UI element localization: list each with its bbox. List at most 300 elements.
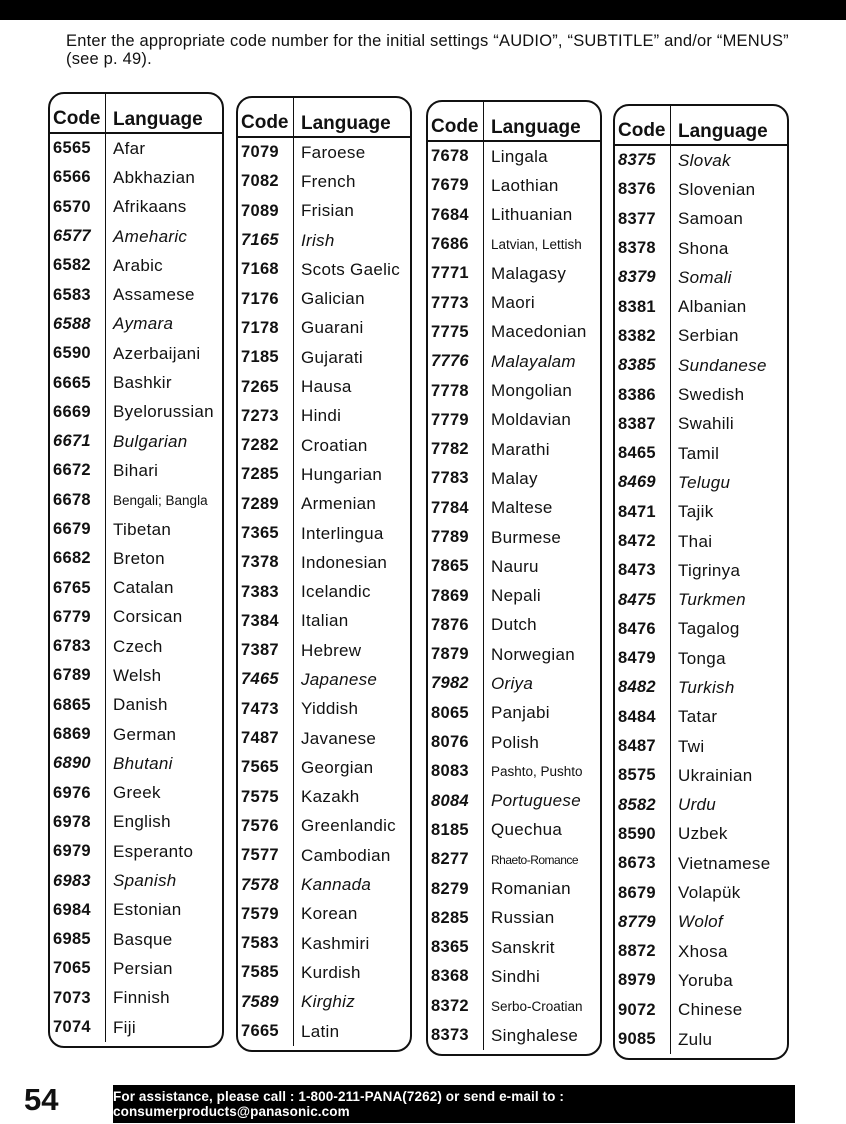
language-code: 8373 xyxy=(428,1021,484,1050)
language-code: 9085 xyxy=(615,1025,671,1054)
language-name: Singhalese xyxy=(491,1025,579,1045)
language-name: Telugu xyxy=(678,472,731,492)
table-row xyxy=(50,544,222,573)
table-row xyxy=(50,808,222,837)
language-name: Kannada xyxy=(301,875,372,895)
language-name: Welsh xyxy=(113,665,162,685)
language-code: 6783 xyxy=(50,632,106,661)
language-name: Chinese xyxy=(678,1000,743,1020)
table-row xyxy=(428,728,600,757)
language-code: 7082 xyxy=(238,167,294,196)
language-name: Dutch xyxy=(491,615,537,635)
table-row xyxy=(428,992,600,1021)
language-code: 7273 xyxy=(238,402,294,431)
table-row xyxy=(428,318,600,347)
language-code: 8476 xyxy=(615,615,671,644)
language-name: Bengali; Bangla xyxy=(113,492,208,508)
language-name: Frisian xyxy=(301,201,355,221)
language-code: 7176 xyxy=(238,284,294,313)
code-table-column-4 xyxy=(613,104,789,1060)
table-row xyxy=(50,456,222,485)
language-name: French xyxy=(301,171,356,191)
table-row xyxy=(615,761,787,790)
language-name: Afrikaans xyxy=(113,197,187,217)
language-name: Bashkir xyxy=(113,373,172,393)
table-row xyxy=(428,816,600,845)
language-code: 6566 xyxy=(50,163,106,192)
language-name: Abkhazian xyxy=(113,167,196,187)
language-code: 7782 xyxy=(428,435,484,464)
language-name: Maori xyxy=(491,293,536,313)
table-row xyxy=(238,548,410,577)
language-name: Afar xyxy=(113,138,146,158)
language-name: Guarani xyxy=(301,318,364,338)
language-name: Maltese xyxy=(491,498,553,518)
table-row xyxy=(615,468,787,497)
code-table-column-2 xyxy=(236,96,412,1052)
language-name: Rhaeto-Romance xyxy=(491,852,579,867)
language-code: 8065 xyxy=(428,699,484,728)
table-row xyxy=(615,732,787,761)
language-code: 7665 xyxy=(238,1017,294,1046)
language-name: Serbian xyxy=(678,326,739,346)
language-code: 6570 xyxy=(50,193,106,222)
table-row xyxy=(615,234,787,263)
language-code: 7585 xyxy=(238,958,294,987)
table-row xyxy=(238,167,410,196)
language-code: 8285 xyxy=(428,904,484,933)
language-code: 7583 xyxy=(238,929,294,958)
language-name: Ameharic xyxy=(113,226,188,246)
language-name: Marathi xyxy=(491,439,550,459)
table-row xyxy=(238,314,410,343)
table-header xyxy=(238,98,410,138)
language-code: 8479 xyxy=(615,644,671,673)
language-code: 8379 xyxy=(615,263,671,292)
language-name: Kurdish xyxy=(301,962,361,982)
language-code: 7869 xyxy=(428,581,484,610)
language-name: Swedish xyxy=(678,385,745,405)
language-code: 8277 xyxy=(428,845,484,874)
table-row xyxy=(428,171,600,200)
language-code: 6671 xyxy=(50,427,106,456)
language-name: Yiddish xyxy=(301,699,359,719)
table-row xyxy=(50,368,222,397)
language-name: Indonesian xyxy=(301,552,388,572)
language-code: 8381 xyxy=(615,292,671,321)
language-name: Arabic xyxy=(113,255,163,275)
language-name: Lingala xyxy=(491,146,548,166)
language-name: Twi xyxy=(678,736,705,756)
table-row xyxy=(238,431,410,460)
table-row xyxy=(238,460,410,489)
language-code: 6779 xyxy=(50,603,106,632)
header-code: Code xyxy=(428,102,484,140)
code-table-column-1 xyxy=(48,92,224,1048)
language-code: 6588 xyxy=(50,310,106,339)
language-code: 7487 xyxy=(238,724,294,753)
language-name: Nepali xyxy=(491,586,541,606)
table-row xyxy=(615,673,787,702)
table-row xyxy=(50,603,222,632)
language-code: 8376 xyxy=(615,175,671,204)
language-code: 7876 xyxy=(428,611,484,640)
language-name: Slovenian xyxy=(678,179,756,199)
language-code: 7589 xyxy=(238,988,294,1017)
table-row xyxy=(50,984,222,1013)
table-row xyxy=(50,1013,222,1042)
table-row xyxy=(238,929,410,958)
language-code: 7879 xyxy=(428,640,484,669)
language-code: 7771 xyxy=(428,259,484,288)
table-row xyxy=(50,632,222,661)
language-code: 6869 xyxy=(50,720,106,749)
table-row xyxy=(238,988,410,1017)
table-row xyxy=(615,791,787,820)
language-name: Wolof xyxy=(678,912,723,932)
language-name: Hungarian xyxy=(301,464,383,484)
table-row xyxy=(238,812,410,841)
language-code: 7982 xyxy=(428,669,484,698)
language-code: 8465 xyxy=(615,439,671,468)
table-row xyxy=(50,134,222,163)
table-row xyxy=(50,749,222,778)
language-code: 8083 xyxy=(428,757,484,786)
language-name: Gujarati xyxy=(301,347,363,367)
language-name: Azerbaijani xyxy=(113,343,201,363)
language-code: 7289 xyxy=(238,490,294,519)
language-code: 7679 xyxy=(428,171,484,200)
language-name: Japanese xyxy=(301,669,378,689)
table-row xyxy=(50,280,222,309)
language-code: 6669 xyxy=(50,398,106,427)
language-code: 8385 xyxy=(615,351,671,380)
language-name: Aymara xyxy=(113,314,174,334)
table-row xyxy=(615,146,787,175)
table-row xyxy=(50,163,222,192)
language-name: Mongolian xyxy=(491,381,573,401)
language-name: Corsican xyxy=(113,607,183,627)
language-name: Ukrainian xyxy=(678,765,753,785)
table-row xyxy=(615,1025,787,1054)
language-name: Byelorussian xyxy=(113,402,214,422)
language-code: 7576 xyxy=(238,812,294,841)
language-name: Oriya xyxy=(491,673,534,693)
language-name: Sindhi xyxy=(491,966,541,986)
language-code: 8482 xyxy=(615,673,671,702)
table-row xyxy=(615,878,787,907)
table-row xyxy=(428,142,600,171)
language-name: Polish xyxy=(491,732,540,752)
language-code: 6682 xyxy=(50,544,106,573)
language-code: 7575 xyxy=(238,783,294,812)
language-code: 6979 xyxy=(50,837,106,866)
language-code: 7165 xyxy=(238,226,294,255)
language-code: 7282 xyxy=(238,431,294,460)
table-row xyxy=(238,577,410,606)
language-name: Swahili xyxy=(678,414,734,434)
language-code: 8382 xyxy=(615,322,671,351)
language-code: 8084 xyxy=(428,787,484,816)
table-row xyxy=(428,874,600,903)
language-name: Javanese xyxy=(301,728,377,748)
table-row xyxy=(238,490,410,519)
table-row xyxy=(50,925,222,954)
language-name: Danish xyxy=(113,695,168,715)
language-name: Nauru xyxy=(491,556,539,576)
language-code: 6582 xyxy=(50,251,106,280)
language-code: 8471 xyxy=(615,498,671,527)
table-row xyxy=(238,226,410,255)
table-row xyxy=(238,372,410,401)
language-name: Vietnamese xyxy=(678,853,771,873)
language-name: Icelandic xyxy=(301,582,371,602)
language-code: 8473 xyxy=(615,556,671,585)
table-row xyxy=(615,175,787,204)
language-name: Hindi xyxy=(301,406,342,426)
language-code: 7779 xyxy=(428,406,484,435)
language-name: Yoruba xyxy=(678,970,734,990)
language-name: Tagalog xyxy=(678,619,740,639)
language-code: 7065 xyxy=(50,954,106,983)
table-row xyxy=(238,138,410,167)
language-name: Greek xyxy=(113,783,161,803)
table-row xyxy=(238,607,410,636)
language-code: 8368 xyxy=(428,962,484,991)
language-name: Sanskrit xyxy=(491,937,555,957)
intro-text: Enter the appropriate code number for the initial settings “AUDIO”, “SUBTITLE” and/or “MENUS” (see p. 49). xyxy=(66,32,789,68)
language-code: 8279 xyxy=(428,874,484,903)
language-name: Serbo-Croatian xyxy=(491,998,583,1014)
language-code: 6583 xyxy=(50,280,106,309)
language-name: German xyxy=(113,724,177,744)
language-name: Tonga xyxy=(678,648,726,668)
table-row xyxy=(50,427,222,456)
table-row xyxy=(615,380,787,409)
table-row xyxy=(428,288,600,317)
language-code: 7773 xyxy=(428,288,484,317)
language-code: 7565 xyxy=(238,753,294,782)
table-row xyxy=(238,900,410,929)
header-language: Language xyxy=(301,113,391,134)
page-number: 54 xyxy=(24,1082,59,1117)
language-name: Portuguese xyxy=(491,791,581,811)
language-code: 8575 xyxy=(615,761,671,790)
language-code: 8484 xyxy=(615,703,671,732)
table-row xyxy=(238,519,410,548)
language-name: Czech xyxy=(113,636,163,656)
table-row xyxy=(50,222,222,251)
language-code: 7473 xyxy=(238,695,294,724)
language-code: 6789 xyxy=(50,661,106,690)
table-header xyxy=(428,102,600,142)
language-name: Somali xyxy=(678,267,732,287)
table-row xyxy=(50,866,222,895)
code-table-column-3 xyxy=(426,100,602,1056)
language-name: Persian xyxy=(113,958,173,978)
language-code: 8679 xyxy=(615,878,671,907)
language-code: 7079 xyxy=(238,138,294,167)
language-name: Romanian xyxy=(491,879,571,899)
language-name: Burmese xyxy=(491,527,562,547)
language-code: 7185 xyxy=(238,343,294,372)
language-code: 7789 xyxy=(428,523,484,552)
language-code: 7784 xyxy=(428,494,484,523)
header-code: Code xyxy=(238,98,294,136)
table-row xyxy=(428,933,600,962)
language-name: Esperanto xyxy=(113,841,194,861)
language-name: Korean xyxy=(301,904,358,924)
language-name: Kazakh xyxy=(301,787,360,807)
table-row xyxy=(428,787,600,816)
table-row xyxy=(428,552,600,581)
language-name: Cambodian xyxy=(301,845,391,865)
language-name: Basque xyxy=(113,929,173,949)
table-row xyxy=(615,615,787,644)
language-code: 7365 xyxy=(238,519,294,548)
table-row xyxy=(615,703,787,732)
language-code: 6577 xyxy=(50,222,106,251)
table-row xyxy=(238,402,410,431)
header-code: Code xyxy=(50,94,106,132)
language-code: 6984 xyxy=(50,896,106,925)
table-row xyxy=(428,464,600,493)
language-code: 8979 xyxy=(615,966,671,995)
language-name: Finnish xyxy=(113,988,170,1008)
language-name: Uzbek xyxy=(678,824,728,844)
table-row xyxy=(615,351,787,380)
language-code: 6890 xyxy=(50,749,106,778)
table-row xyxy=(50,251,222,280)
language-code: 7265 xyxy=(238,372,294,401)
language-name: Tigrinya xyxy=(678,560,741,580)
table-row xyxy=(428,757,600,786)
language-code: 6983 xyxy=(50,866,106,895)
language-name: Malagasy xyxy=(491,263,567,283)
language-name: Estonian xyxy=(113,900,182,920)
language-name: Armenian xyxy=(301,494,377,514)
table-row xyxy=(50,720,222,749)
table-row xyxy=(238,343,410,372)
table-row xyxy=(615,556,787,585)
table-row xyxy=(50,573,222,602)
table-row xyxy=(615,205,787,234)
table-row xyxy=(238,695,410,724)
language-code: 6590 xyxy=(50,339,106,368)
table-header xyxy=(50,94,222,134)
table-row xyxy=(50,339,222,368)
table-row xyxy=(50,896,222,925)
language-name: Slovak xyxy=(678,150,731,170)
language-code: 7578 xyxy=(238,870,294,899)
language-code: 8076 xyxy=(428,728,484,757)
language-code: 8582 xyxy=(615,791,671,820)
table-row xyxy=(238,255,410,284)
language-code: 8472 xyxy=(615,527,671,556)
language-code: 7776 xyxy=(428,347,484,376)
language-name: Faroese xyxy=(301,142,366,162)
language-name: Irish xyxy=(301,230,335,250)
language-code: 8469 xyxy=(615,468,671,497)
language-name: Volapük xyxy=(678,883,741,903)
language-code: 7168 xyxy=(238,255,294,284)
language-code: 8372 xyxy=(428,992,484,1021)
language-name: Xhosa xyxy=(678,941,728,961)
table-row xyxy=(428,962,600,991)
language-name: Galician xyxy=(301,289,365,309)
language-name: Shona xyxy=(678,238,729,258)
language-name: Urdu xyxy=(678,795,717,815)
language-code: 7678 xyxy=(428,142,484,171)
language-code: 6679 xyxy=(50,515,106,544)
language-code: 8673 xyxy=(615,849,671,878)
language-name: Tatar xyxy=(678,707,718,727)
table-row xyxy=(50,310,222,339)
language-name: Thai xyxy=(678,531,713,551)
table-row xyxy=(615,937,787,966)
table-row xyxy=(428,406,600,435)
table-row xyxy=(238,1017,410,1046)
language-name: Samoan xyxy=(678,209,744,229)
language-name: Bulgarian xyxy=(113,431,188,451)
language-code: 8378 xyxy=(615,234,671,263)
header-language: Language xyxy=(113,109,203,130)
table-row xyxy=(428,581,600,610)
language-name: Turkish xyxy=(678,677,735,697)
table-row xyxy=(615,849,787,878)
table-row xyxy=(428,259,600,288)
table-row xyxy=(238,870,410,899)
table-row xyxy=(50,691,222,720)
table-row xyxy=(428,699,600,728)
language-code: 7778 xyxy=(428,376,484,405)
language-name: Quechua xyxy=(491,820,563,840)
table-header xyxy=(615,106,787,146)
table-row xyxy=(615,820,787,849)
language-name: Pashto, Pushto xyxy=(491,764,583,780)
table-row xyxy=(428,640,600,669)
language-name: Interlingua xyxy=(301,523,384,543)
table-row xyxy=(615,439,787,468)
language-code: 7783 xyxy=(428,464,484,493)
language-code: 7865 xyxy=(428,552,484,581)
language-code: 7579 xyxy=(238,900,294,929)
table-row xyxy=(238,841,410,870)
table-row xyxy=(428,845,600,874)
language-name: Panjabi xyxy=(491,703,550,723)
language-code: 8377 xyxy=(615,205,671,234)
language-name: Turkmen xyxy=(678,590,746,610)
table-row xyxy=(615,292,787,321)
language-code: 6985 xyxy=(50,925,106,954)
table-row xyxy=(615,498,787,527)
language-code: 7684 xyxy=(428,201,484,230)
language-name: Hebrew xyxy=(301,640,362,660)
table-row xyxy=(238,753,410,782)
language-name: Kashmiri xyxy=(301,933,370,953)
language-code: 8185 xyxy=(428,816,484,845)
header-language: Language xyxy=(678,121,768,142)
table-row xyxy=(238,665,410,694)
table-row xyxy=(50,515,222,544)
language-name: Croatian xyxy=(301,435,368,455)
language-code: 7686 xyxy=(428,230,484,259)
language-code: 7384 xyxy=(238,607,294,636)
top-black-bar xyxy=(0,0,846,20)
table-row xyxy=(615,322,787,351)
language-code: 8872 xyxy=(615,937,671,966)
table-row xyxy=(50,486,222,515)
